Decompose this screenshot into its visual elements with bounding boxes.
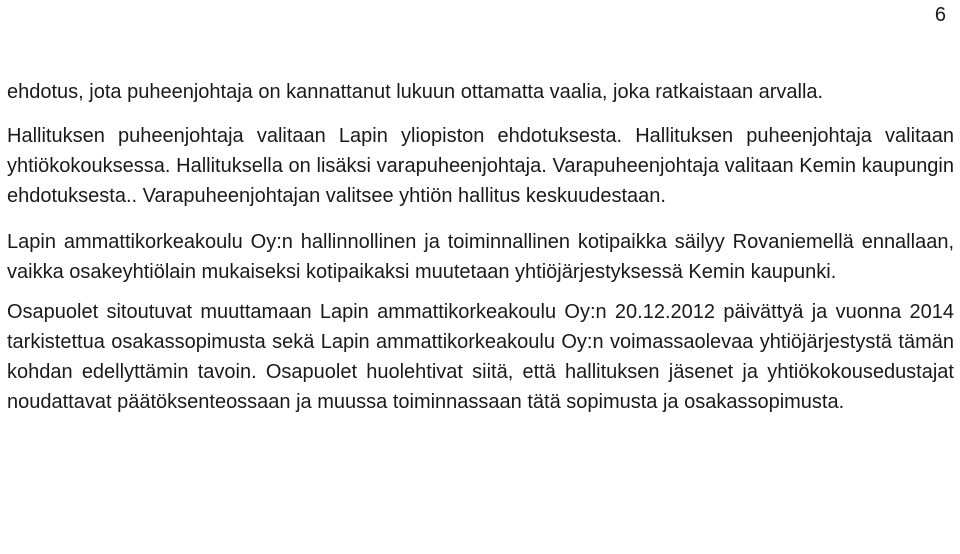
document-body <box>7 77 954 417</box>
paragraph-shareholder-commitment: Osapuolet sitoutuvat muuttamaan Lapin ammattikorkeakoulu Oy:n 20.12.2012 päivättyä ja vuonna 2014 tarkistettua osakassopimusta sekä Lapin ammattikorkeakoulu Oy:n voimassaolevaa yhtiöjärjestystä tämän kohdan edellyttämin tavoin. Osapuolet huolehtivat siitä, että hallituksen jäsenet ja yhtiökokousedustajat noudattavat päätöksenteossaan ja muussa toiminnassaan tätä sopimusta ja osakassopimusta. <box>7 301 954 413</box>
paragraph-board-chair: Hallituksen puheenjohtaja valitaan Lapin yliopiston ehdotuksesta. Hallituksen puheenjohtaja valitaan yhtiökokouksessa. Hallituksella on lisäksi varapuheenjohtaja. Varapuheenjohtaja valitaan Kemin kaupungin ehdotuksesta.. Varapuheenjohtajan valitsee yhtiön hallitus keskuudestaan. <box>7 125 954 207</box>
paragraph-tie-vote: ehdotus, jota puheenjohtaja on kannattanut lukuun ottamatta vaalia, joka ratkaistaan arvalla. <box>7 81 824 103</box>
page-number: 6 <box>934 4 946 26</box>
paragraph-domicile: Lapin ammattikorkeakoulu Oy:n hallinnollinen ja toiminnallinen kotipaikka säilyy Rovaniemellä ennallaan, vaikka osakeyhtiölain mukaiseksi kotipaikaksi muutetaan yhtiöjärjestyksessä Kemin kaupunki. <box>7 231 954 283</box>
